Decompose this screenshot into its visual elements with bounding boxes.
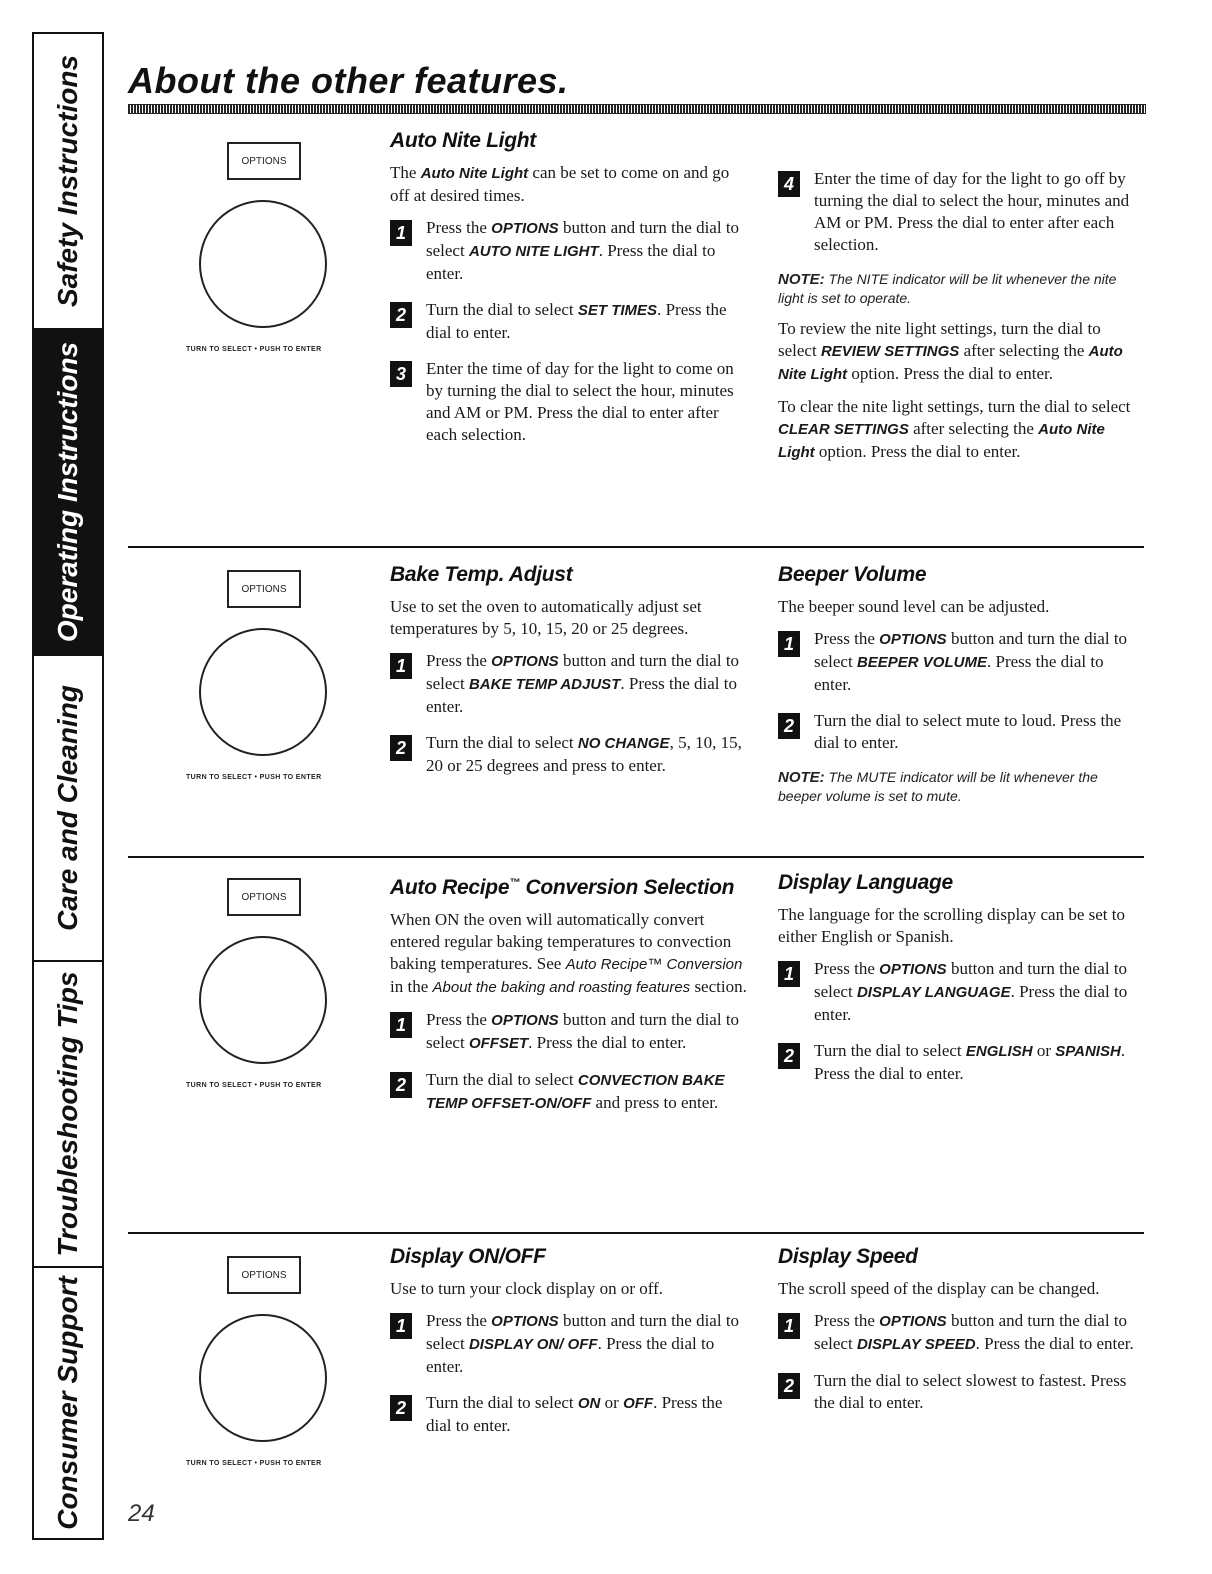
step-number-badge: 1 <box>390 1012 412 1038</box>
section-sidebar <box>32 32 104 1540</box>
step-2: 2 Turn the dial to select ON or OFF. Press the dial to enter. <box>390 1392 748 1437</box>
step-number-badge: 1 <box>390 220 412 246</box>
options-button-graphic: OPTIONS <box>227 1256 301 1294</box>
tab-care-and-cleaning[interactable] <box>34 656 102 962</box>
section-divider <box>128 856 1144 858</box>
options-button-graphic: OPTIONS <box>227 570 301 608</box>
tab-operating-instructions[interactable] <box>34 330 102 656</box>
section-divider <box>128 1232 1144 1234</box>
section-heading: Display Speed <box>778 1245 918 1268</box>
section-intro: Use to set the oven to automatically adjust set temperatures by 5, 10, 15, 20 or 25 degrees. <box>390 597 702 638</box>
dial-caption: TURN TO SELECT • PUSH TO ENTER <box>186 1082 322 1089</box>
section-intro: The Auto Nite Light can be set to come on and go off at desired times. <box>390 163 730 205</box>
tab-label: Troubleshooting Tips <box>52 971 83 1257</box>
step-number-badge: 2 <box>778 1373 800 1399</box>
auto-recipe-conversion-section <box>390 872 748 1129</box>
tab-consumer-support[interactable] <box>34 1268 102 1538</box>
step-1: 1 Press the OPTIONS button and turn the dial to select DISPLAY LANGUAGE. Press the dial to enter. <box>778 958 1136 1026</box>
section-divider <box>128 546 1144 548</box>
dial-knob-graphic <box>199 1314 327 1442</box>
section-intro: The beeper sound level can be adjusted. <box>778 597 1050 616</box>
options-dial-illustration <box>172 570 342 830</box>
note: NOTE: The NITE indicator will be lit whenever the nite light is set to operate. <box>778 271 1117 306</box>
step-2: 2 Turn the dial to select mute to loud. Press the dial to enter. <box>778 710 1136 754</box>
step-number-badge: 1 <box>390 1313 412 1339</box>
step-number-badge: 4 <box>778 171 800 197</box>
step-2: 2 Turn the dial to select slowest to fastest. Press the dial to enter. <box>778 1370 1136 1414</box>
display-on-off-section <box>390 1246 748 1451</box>
step-4: 4 Enter the time of day for the light to go off by turning the dial to select the hour, minutes and AM or PM. Press the dial to enter after each selection. <box>778 168 1136 256</box>
section-heading: Bake Temp. Adjust <box>390 563 573 586</box>
section-intro: When ON the oven will automatically convert entered regular baking temperatures to convection baking temperatures. See Auto Recipe™ Conversion in the About the baking and roasting features section. <box>390 910 747 996</box>
step-2: 2 Turn the dial to select NO CHANGE, 5, 10, 15, 20 or 25 degrees and press to enter. <box>390 732 748 777</box>
options-dial-illustration <box>172 1256 342 1516</box>
tab-label: Care and Cleaning <box>52 685 83 931</box>
step-1: 1 Press the OPTIONS button and turn the dial to select BEEPER VOLUME. Press the dial to enter. <box>778 628 1136 696</box>
step-1: 1 Press the OPTIONS button and turn the dial to select BAKE TEMP ADJUST. Press the dial to enter. <box>390 650 748 718</box>
section-heading: Auto Recipe™ Conversion Selection <box>390 876 735 899</box>
step-2: 2 Turn the dial to select ENGLISH or SPANISH. Press the dial to enter. <box>778 1040 1136 1085</box>
section-heading: Display Language <box>778 871 953 894</box>
tab-label: Operating Instructions <box>52 341 83 643</box>
dial-knob-graphic <box>199 628 327 756</box>
clear-settings-text: To clear the nite light settings, turn the dial to select CLEAR SETTINGS after selecting the Auto Nite Light option. Press the dial to enter. <box>778 397 1131 461</box>
step-1: 1 Press the OPTIONS button and turn the dial to select OFFSET. Press the dial to enter. <box>390 1009 748 1055</box>
tab-safety-instructions[interactable] <box>34 34 102 330</box>
options-dial-illustration <box>172 878 342 1138</box>
step-1: 1 Press the OPTIONS button and turn the dial to select DISPLAY SPEED. Press the dial to enter. <box>778 1310 1136 1356</box>
section-heading: Beeper Volume <box>778 563 927 586</box>
step-number-badge: 1 <box>778 631 800 657</box>
dial-caption: TURN TO SELECT • PUSH TO ENTER <box>186 774 322 781</box>
step-2: 2 Turn the dial to select CONVECTION BAKE TEMP OFFSET-ON/OFF and press to enter. <box>390 1069 748 1115</box>
bake-temp-adjust-section <box>390 564 748 791</box>
section-intro: The language for the scrolling display can be set to either English or Spanish. <box>778 905 1125 946</box>
step-number-badge: 2 <box>390 302 412 328</box>
step-1: 1 Press the OPTIONS button and turn the dial to select AUTO NITE LIGHT. Press the dial to enter. <box>390 217 748 285</box>
tab-label: Consumer Support <box>52 1276 83 1530</box>
section-intro: Use to turn your clock display on or off. <box>390 1279 664 1298</box>
tab-troubleshooting-tips[interactable] <box>34 962 102 1268</box>
beeper-volume-section <box>778 564 1136 816</box>
page-number: 24 <box>128 1500 155 1527</box>
display-speed-section <box>778 1246 1136 1428</box>
section-intro: The scroll speed of the display can be changed. <box>778 1279 1100 1298</box>
auto-nite-light-section <box>390 130 748 460</box>
title-rule <box>128 104 1146 114</box>
display-language-section <box>778 872 1136 1099</box>
dial-caption: TURN TO SELECT • PUSH TO ENTER <box>186 346 322 353</box>
review-settings-text: To review the nite light settings, turn the dial to select REVIEW SETTINGS after selecting the Auto Nite Light option. Press the dial to enter. <box>778 319 1123 383</box>
section-heading: Display ON/OFF <box>390 1245 546 1268</box>
options-dial-illustration <box>172 142 342 402</box>
step-number-badge: 2 <box>390 735 412 761</box>
auto-nite-light-continued <box>778 168 1136 474</box>
page-title: About the other features. <box>128 60 569 101</box>
step-number-badge: 3 <box>390 361 412 387</box>
step-number-badge: 1 <box>778 961 800 987</box>
tab-label: Safety Instructions <box>52 54 83 308</box>
dial-caption: TURN TO SELECT • PUSH TO ENTER <box>186 1460 322 1467</box>
step-3: 3 Enter the time of day for the light to come on by turning the dial to select the hour, minutes and AM or PM. Press the dial to enter after each selection. <box>390 358 748 446</box>
options-button-graphic: OPTIONS <box>227 142 301 180</box>
section-heading: Auto Nite Light <box>390 129 536 152</box>
step-number-badge: 1 <box>778 1313 800 1339</box>
options-button-graphic: OPTIONS <box>227 878 301 916</box>
note: NOTE: The MUTE indicator will be lit whenever the beeper volume is set to mute. <box>778 769 1098 804</box>
dial-knob-graphic <box>199 936 327 1064</box>
step-2: 2 Turn the dial to select SET TIMES. Press the dial to enter. <box>390 299 748 344</box>
step-number-badge: 2 <box>778 713 800 739</box>
step-number-badge: 1 <box>390 653 412 679</box>
step-1: 1 Press the OPTIONS button and turn the dial to select DISPLAY ON/ OFF. Press the dial to enter. <box>390 1310 748 1378</box>
step-number-badge: 2 <box>390 1072 412 1098</box>
step-number-badge: 2 <box>778 1043 800 1069</box>
step-number-badge: 2 <box>390 1395 412 1421</box>
dial-knob-graphic <box>199 200 327 328</box>
